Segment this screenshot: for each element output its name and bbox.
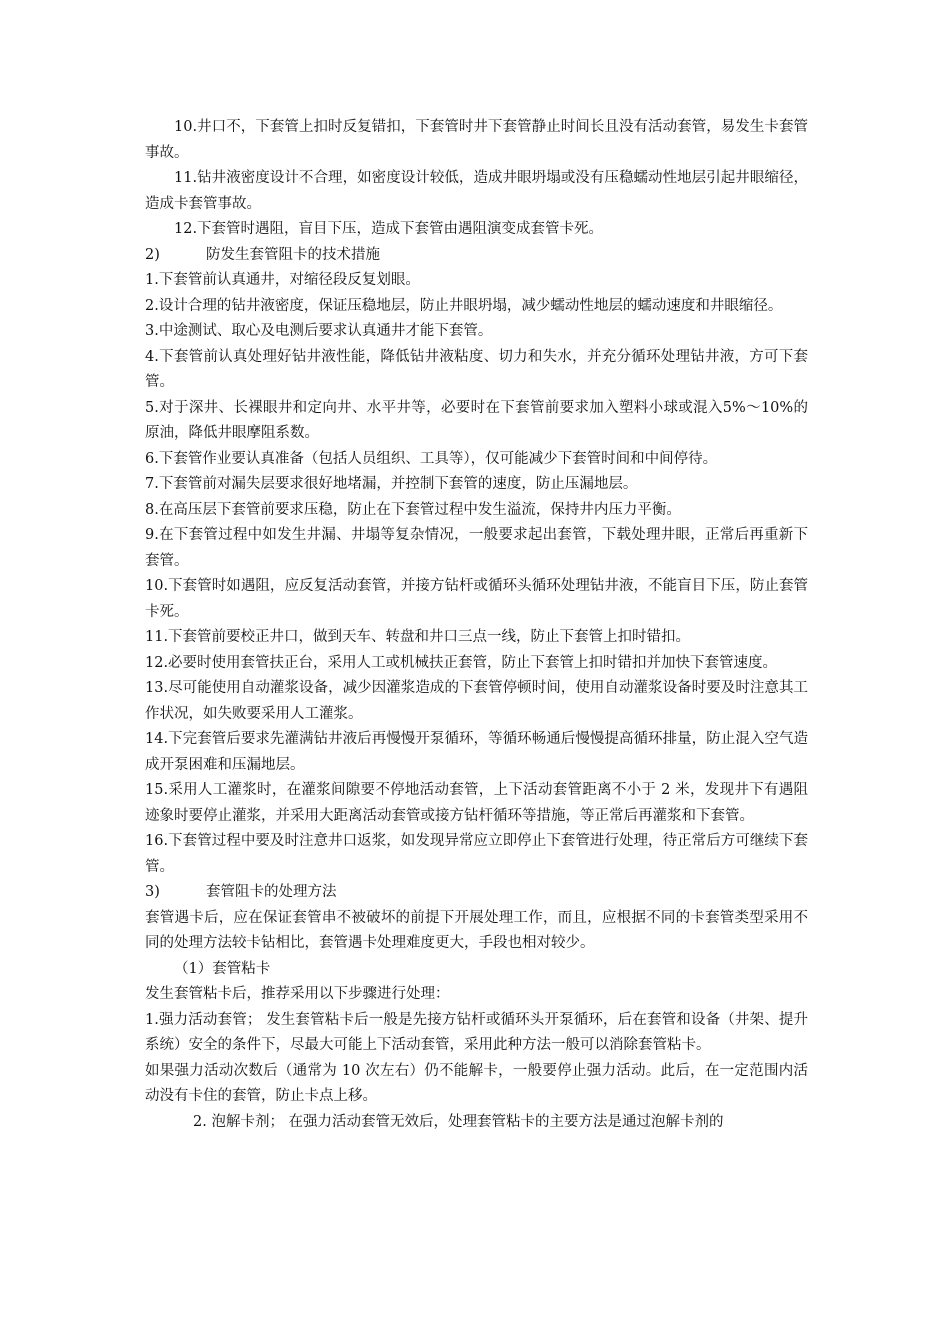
measure-item-6: 6.下套管作业要认真准备（包括人员组织、工具等），仅可能减少下套管时间和中间停待。 [145,450,718,467]
measure-item-3: 3.中途测试、取心及电测后要求认真通井才能下套管。 [145,323,493,339]
section-3-heading: 3) 套管阻卡的处理方法 [145,884,337,900]
step-1-followup: 如果强力活动次数后（通常为 10 次左右）仍不能解卡，一般要停止强力活动。此后，在一定范围内活动没有卡住的套管，防止卡点上移。 [145,1062,808,1104]
measure-item-10: 10.下套管时如遇阻，应反复活动套管，并接方钻杆或循环头循环处理钻井液，不能盲目下压，防止套管卡死。 [145,578,808,620]
measure-item-4: 4.下套管前认真处理好钻井液性能，降低钻井液粘度、切力和失水，并充分循环处理钻井液，方可下套管。 [145,348,808,390]
measure-item-13: 13.尽可能使用自动灌浆设备，减少因灌浆造成的下套管停顿时间，使用自动灌浆设备时要及时注意其工作状况，如失败要采用人工灌浆。 [145,680,808,722]
cause-item-10: 10.井口不，下套管上扣时反复错扣，下套管时井下套管静止时间长且没有活动套管，易发生卡套管事故。 [145,119,808,161]
step-2: 2. 泡解卡剂； 在强力活动套管无效后，处理套管粘卡的主要方法是通过泡解卡剂的 [193,1113,724,1130]
measure-item-1: 1.下套管前认真通井，对缩径段反复划眼。 [145,272,420,288]
measure-item-11: 11.下套管前要校正井口，做到天车、转盘和井口三点一线，防止下套管上扣时错扣。 [145,629,691,645]
measure-item-15: 15.采用人工灌浆时，在灌浆间隙要不停地活动套管，上下活动套管距离不小于 2 米，发现井下有遇阻迹象时要停止灌浆，并采用大距离活动套管或接方钻杆循环等措施，等正常后再灌浆和下套管。 [145,782,808,824]
measure-item-16: 16.下套管过程中要及时注意井口返浆，如发现异常应立即停止下套管进行处理，待正常后方可继续下套管。 [145,833,808,875]
measure-item-7: 7.下套管前对漏失层要求很好地堵漏，并控制下套管的速度，防止压漏地层。 [145,476,638,492]
section-2-heading: 2) 防发生套管阻卡的技术措施 [145,246,380,263]
measure-item-12: 12.必要时使用套管扶正台，采用人工或机械扶正套管，防止下套管上扣时错扣并加快下套管速度。 [145,654,778,671]
measure-item-9: 9.在下套管过程中如发生井漏、井塌等复杂情况，一般要求起出套管，下载处理井眼，正常后再重新下套管。 [145,527,808,569]
subsection-1-heading: （1）套管粘卡 [174,960,271,977]
section-3-intro: 套管遇卡后，应在保证套管串不被破坏的前提下开展处理工作，而且，应根据不同的卡套管类型采用不同的处理方法较卡钻相比，套管遇卡处理难度更大，手段也相对较少。 [145,909,808,951]
measure-item-2: 2.设计合理的钻井液密度，保证压稳地层，防止井眼坍塌，减少蠕动性地层的蠕动速度和井眼缩径。 [145,297,783,314]
step-1: 1.强力活动套管； 发生套管粘卡后一般是先接方钻杆或循环头开泵循环，后在套管和设备（井架、提升系统）安全的条件下，尽最大可能上下活动套管，采用此种方法一般可以消除套管粘卡。 [145,1011,808,1053]
document-page [145,115,808,1135]
measure-item-14: 14.下完套管后要求先灌满钻井液后再慢慢开泵循环，等循环畅通后慢慢提高循环排量，防止混入空气造成开泵困难和压漏地层。 [145,731,808,773]
cause-item-12: 12.下套管时遇阻，盲目下压，造成下套管由遇阻演变成套管卡死。 [174,221,604,237]
cause-item-11: 11.钻井液密度设计不合理，如密度设计较低，造成井眼坍塌或没有压稳蠕动性地层引起井眼缩径，造成卡套管事故。 [145,170,808,212]
measure-item-5: 5.对于深井、长裸眼井和定向井、水平井等，必要时在下套管前要求加入塑料小球或混入5%～10%的原油，降低井眼摩阻系数。 [145,399,808,441]
measure-item-8: 8.在高压层下套管前要求压稳，防止在下套管过程中发生溢流，保持井内压力平衡。 [145,501,681,518]
subsection-1-intro: 发生套管粘卡后，推荐采用以下步骤进行处理： [145,986,450,1002]
